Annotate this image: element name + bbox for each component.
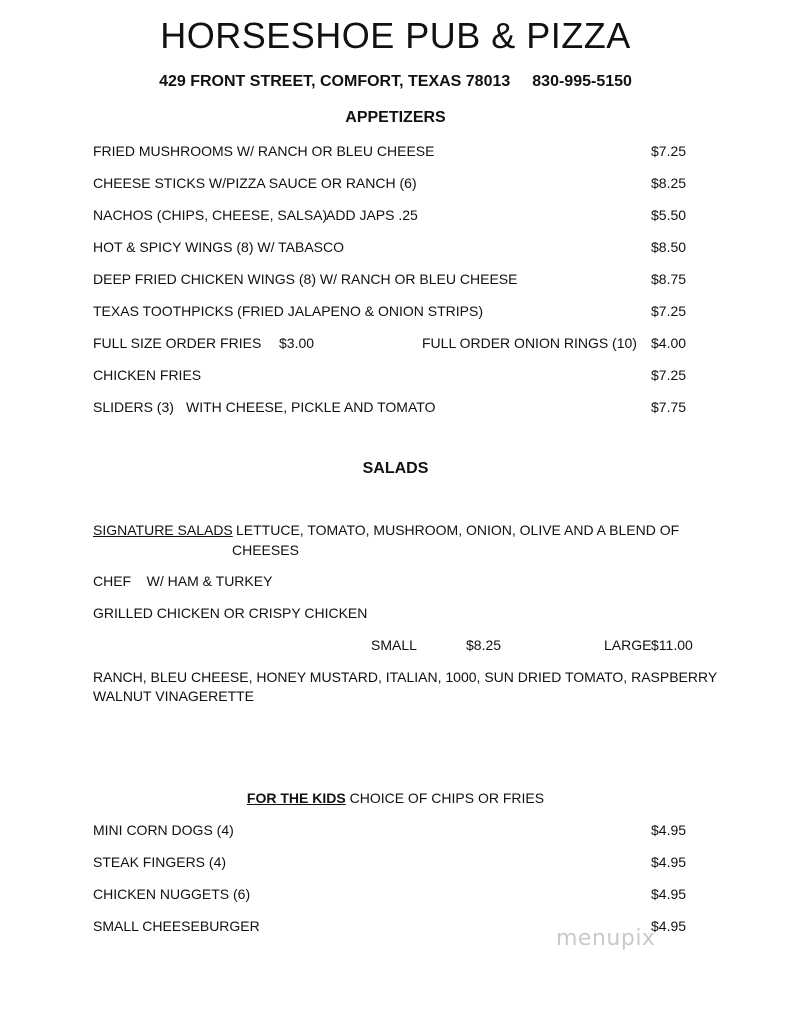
menu-item-price: $7.25	[651, 367, 687, 383]
menu-item-price: $4.95	[651, 886, 687, 902]
signature-salads-label: SIGNATURE SALADS	[93, 522, 233, 538]
menu-item-name: CHICKEN FRIES	[93, 367, 202, 383]
signature-salads-description: LETTUCE, TOMATO, MUSHROOM, ONION, OLIVE AND A BLEND OF	[236, 522, 680, 538]
menu-item-price: $4.95	[651, 854, 687, 870]
large-size-label: LARGE	[604, 637, 652, 653]
menupix-watermark: menupix	[556, 926, 656, 951]
restaurant-title: HORSESHOE PUB & PIZZA	[160, 15, 631, 56]
menu-item-name: TEXAS TOOTHPICKS (FRIED JALAPENO & ONION STRIPS)	[93, 303, 483, 319]
menu-item-name: DEEP FRIED CHICKEN WINGS (8) W/ RANCH OR BLEU CHEESE	[93, 271, 518, 287]
menu-item-addon: WITH CHEESE, PICKLE AND TOMATO	[186, 399, 436, 415]
menu-item-name: NACHOS (CHIPS, CHEESE, SALSA)	[93, 207, 328, 223]
appetizers-heading: APPETIZERS	[345, 109, 446, 126]
kids-heading-line	[0, 789, 791, 807]
menu-item-name: CHEESE STICKS W/PIZZA SAUCE OR RANCH (6)	[93, 175, 417, 191]
menu-item-price: $4.00	[651, 335, 687, 351]
menu-item-price: $8.25	[651, 175, 687, 191]
menu-item-price: $5.50	[651, 207, 687, 223]
salads-heading: SALADS	[362, 460, 429, 477]
small-size-label: SMALL	[371, 637, 417, 653]
menu-item-name: MINI CORN DOGS (4)	[93, 822, 234, 838]
menu-item-name: SLIDERS (3)	[93, 399, 174, 415]
menu-item-price: $7.25	[651, 143, 687, 159]
menu-item-price: $4.95	[651, 918, 687, 934]
menu-item-addon: ADD JAPS .25	[326, 207, 418, 223]
small-size-price: $8.25	[466, 637, 502, 653]
menu-item-price: $8.50	[651, 239, 687, 255]
dressing-options-cont: WALNUT VINAGERETTE	[93, 688, 255, 704]
chicken-salad: GRILLED CHICKEN OR CRISPY CHICKEN	[93, 605, 368, 621]
menu-item-price: $7.25	[651, 303, 687, 319]
menu-item-name: CHICKEN NUGGETS (6)	[93, 886, 251, 902]
menu-item-name: FULL SIZE ORDER FRIES	[93, 335, 262, 351]
menu-item-name: FRIED MUSHROOMS W/ RANCH OR BLEU CHEESE	[93, 143, 435, 159]
street-address: 429 FRONT STREET, COMFORT, TEXAS 78013	[159, 73, 511, 90]
menu-item-name: STEAK FINGERS (4)	[93, 854, 227, 870]
kids-heading: FOR THE KIDS	[246, 790, 346, 806]
chef-salad: CHEF W/ HAM & TURKEY	[93, 573, 273, 589]
menu-item-name: HOT & SPICY WINGS (8) W/ TABASCO	[93, 239, 345, 255]
phone-number: 830-995-5150	[532, 73, 632, 90]
menu-item-price: $4.95	[651, 822, 687, 838]
address-line	[0, 72, 791, 92]
menu-item-name: SMALL CHEESEBURGER	[93, 918, 260, 934]
menu-item-price: $3.00	[279, 335, 315, 351]
kids-subheading: CHOICE OF CHIPS OR FRIES	[349, 790, 545, 806]
menu-item-price: $7.75	[651, 399, 687, 415]
large-size-price: $11.00	[651, 637, 693, 653]
menu-item-price: $8.75	[651, 271, 687, 287]
dressing-options: RANCH, BLEU CHEESE, HONEY MUSTARD, ITALIAN, 1000, SUN DRIED TOMATO, RASPBERRY	[93, 669, 718, 685]
signature-salads-description-cont: CHEESES	[232, 542, 299, 558]
menu-item-name: FULL ORDER ONION RINGS (10)	[422, 335, 637, 351]
